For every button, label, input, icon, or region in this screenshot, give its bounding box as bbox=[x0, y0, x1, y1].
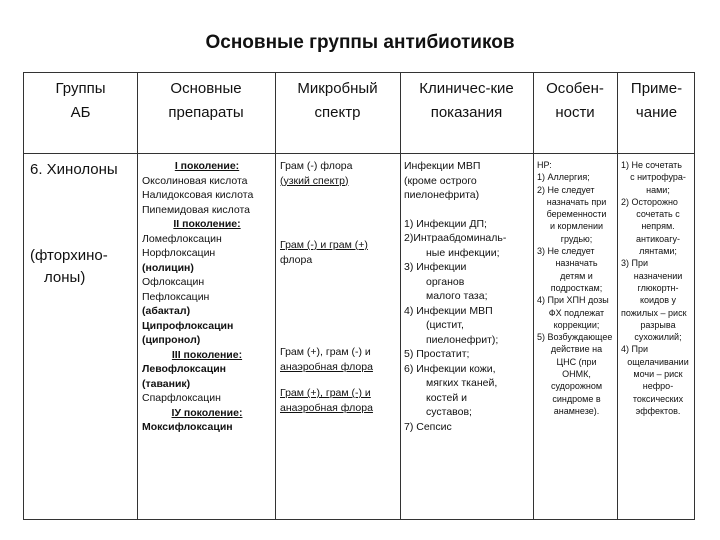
antibiotics-table bbox=[23, 72, 695, 520]
gen1-title: I поколение: bbox=[174, 160, 240, 172]
header-groups: Группы АБ bbox=[55, 80, 106, 121]
indications-gen1: Инфекции МВП (кроме острого пиелонефрита) bbox=[404, 160, 481, 201]
header-features: Особен- ности bbox=[546, 80, 604, 121]
notes-cell: 1) Не сочетать с нитрофура- нами; 2) Осторожно сочетать с непрям. антикоагу- лянтами; 3) При назначении глюкортн- коидов у пожилых – риск разрыва сухожилий; 4) При ощелачивании мочи – риск нефро- токсических эффектов. bbox=[621, 160, 689, 416]
group-cell bbox=[30, 159, 134, 289]
features-cell: НР: 1) Аллергия; 2) Не следует назначать при беременности и кормлении грудью; 3) Не следует назначать детям и подросткам; 4) При ХПН дозы ФХ подлежат коррекции; 5) Возбуждающее действие на ЦНС (при ОНМК, судорожном синдроме в анамнезе). bbox=[537, 160, 613, 416]
drugs-cell: I поколение: Оксолиновая кислота Налидоксовая кислота Пипемидовая кислота II поколение: Ломефлоксацин Норфлоксацин (нолицин) Офлоксацин Пефлоксацин (абактал) Ципрофлоксацин (ципронол) III поколение: Левофлоксацин (таваник) Спарфлоксацин IУ поколение: Моксифлоксацин bbox=[142, 159, 272, 435]
group-alias: (фторхино- лоны) bbox=[30, 247, 108, 286]
indications-gen2: 1) Инфекции ДП; 2)Интраабдоминаль- ные инфекции; 3) Инфекции органов малого таза; 4) Инфекции МВП (цистит, пиелонефрит); 5) Простатит; 6) Инфекции кожи, мягких тканей, костей и суставов; 7) Сепсис bbox=[404, 217, 507, 433]
spectrum-cell bbox=[280, 159, 398, 415]
page-title: Основные группы антибиотиков bbox=[205, 32, 515, 53]
spectrum-gen2: Грам (-) и грам (+) флора bbox=[280, 239, 368, 266]
spectrum-gen1: Грам (-) флора (узкий спектр) bbox=[280, 160, 353, 187]
spectrum-gen4: Грам (+), грам (-) и анаэробная флора bbox=[280, 387, 373, 414]
header-indications: Клиничес-кие показания bbox=[419, 80, 514, 121]
gen3-title: III поколение: bbox=[171, 348, 243, 361]
header-notes: Приме- чание bbox=[630, 80, 683, 121]
header-divider bbox=[24, 153, 694, 154]
header-spectrum: Микробный спектр bbox=[297, 80, 378, 121]
group-name: 6. Хинолоны bbox=[30, 161, 118, 178]
indications-cell bbox=[404, 159, 531, 434]
spectrum-gen3: Грам (+), грам (-) и анаэробная флора bbox=[280, 346, 373, 373]
gen2-title: II поколение: bbox=[173, 218, 241, 230]
header-drugs: Основные препараты bbox=[168, 80, 244, 121]
gen4-title: IУ поколение: bbox=[171, 406, 243, 419]
